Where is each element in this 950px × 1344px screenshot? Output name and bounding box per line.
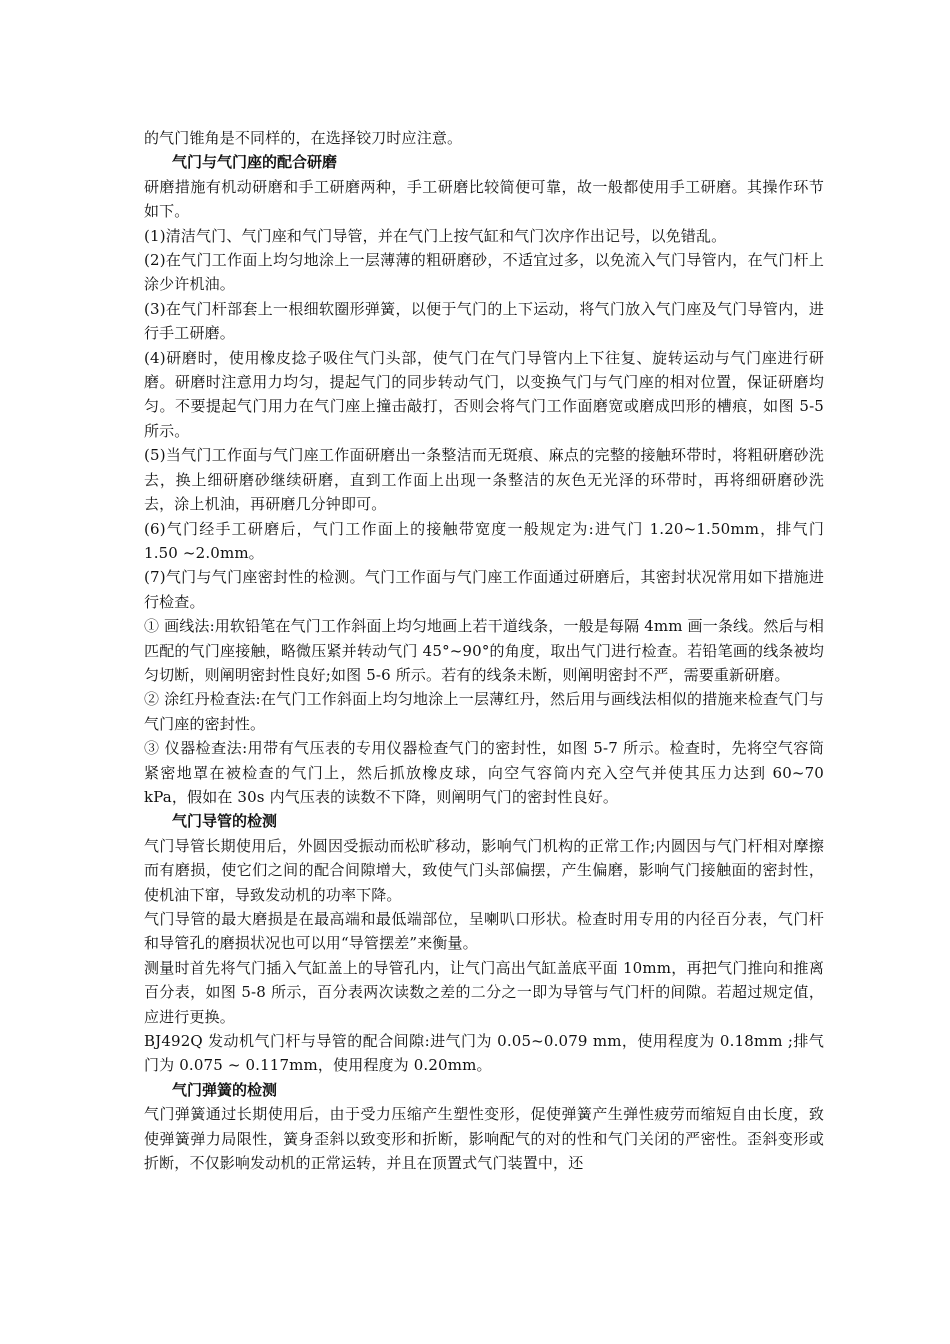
section-heading-valve-seat-lapping: 气门与气门座的配合研磨 (172, 153, 338, 172)
paragraph: 气门导管长期使用后，外圆因受振动而松旷移动，影响气门机构的正常工作;内圆因与气门杆相对摩擦而有磨损，使它们之间的配合间隙增大，致使气门头部偏摆，产生偏磨，影响气门接触面的密封性，使机油下窜，导致发动机的功率下降。 (144, 836, 824, 904)
paragraph: 气门导管的最大磨损是在最高端和最低端部位，呈喇叭口形状。检查时用专用的内径百分表，气门杆和导管孔的磨损状况也可以用“导管摆差”来衡量。 (144, 910, 824, 953)
section-heading-valve-guide: 气门导管的检测 (172, 812, 278, 831)
paragraph: 测量时首先将气门插入气缸盖上的导管孔内，让气门高出气缸盖底平面 10mm，再把气门推向和推离百分表，如图 5-8 所示，百分表两次读数之差的二分之一即为导管与气门杆的间隙。若超过规定值，应进行更换。 (144, 958, 824, 1026)
paragraph: (4)研磨时，使用橡皮捻子吸住气门头部，使气门在气门导管内上下往复、旋转运动与气门座进行研磨。研磨时注意用力均匀，提起气门的同步转动气门，以变换气门与气门座的相对位置，保证研磨均匀。不要提起气门用力在气门座上撞击敲打，否则会将气门工作面磨宽或磨成凹形的槽痕，如图 5-5 所示。 (144, 348, 824, 440)
section-heading-valve-spring: 气门弹簧的检测 (172, 1080, 278, 1099)
paragraph: BJ492Q 发动机气门杆与导管的配合间隙:进气门为 0.05~0.079 mm，使用程度为 0.18mm ;排气门为 0.075 ~ 0.117mm，使用程度为 0.20mm。 (144, 1032, 824, 1075)
paragraph: 研磨措施有机动研磨和手工研磨两种，手工研磨比较简便可靠，故一般都使用手工研磨。其操作环节如下。 (144, 177, 824, 221)
paragraph: (1)清洁气门、气门座和气门导管，并在气门上按气缸和气门次序作出记号，以免错乱。 (144, 226, 727, 245)
document-page (144, 126, 824, 1175)
intro-line: 的气门锥角是不同样的，在选择铰刀时应注意。 (144, 129, 463, 147)
paragraph: ② 涂红丹检查法:在气门工作斜面上均匀地涂上一层薄红丹，然后用与画线法相似的措施来检查气门与气门座的密封性。 (144, 690, 824, 733)
paragraph: (7)气门与气门座密封性的检测。气门工作面与气门座工作面通过研磨后，其密封状况常用如下措施进行检查。 (144, 568, 824, 611)
paragraph: (6)气门经手工研磨后，气门工作面上的接触带宽度一般规定为:进气门 1.20~1.50mm，排气门 1.50 ~2.0mm。 (144, 519, 824, 562)
paragraph: (5)当气门工作面与气门座工作面研磨出一条整洁而无斑痕、麻点的完整的接触环带时，将粗研磨砂洗去，换上细研磨砂继续研磨，直到工作面上出现一条整洁的灰色无光泽的环带时，再将细研磨砂洗去，涂上机油，再研磨几分钟即可。 (144, 446, 824, 514)
paragraph: (2)在气门工作面上均匀地涂上一层薄薄的粗研磨砂，不适宜过多，以免流入气门导管内，在气门杆上涂少许机油。 (144, 251, 824, 294)
paragraph: ① 画线法:用软铅笔在气门工作斜面上均匀地画上若干道线条，一般是每隔 4mm 画一条线。然后与相匹配的气门座接触，略微压紧并转动气门 45°~90°的角度，取出气门进行检查。若铅笔画的线条被均匀切断，则阐明密封性良好;如图 5-6 所示。若有的线条未断，则阐明密封不严，需要重新研磨。 (144, 617, 824, 684)
paragraph: (3)在气门杆部套上一根细软圈形弹簧，以便于气门的上下运动，将气门放入气门座及气门导管内，进行手工研磨。 (144, 299, 824, 343)
paragraph: ③ 仪器检查法:用带有气压表的专用仪器检查气门的密封性，如图 5-7 所示。检查时，先将空气容筒紧密地罩在被检查的气门上，然后抓放橡皮球，向空气容筒内充入空气并使其压力达到 60~70 kPa，假如在 30s 内气压表的读数不下降，则阐明气门的密封性良好。 (144, 739, 824, 806)
paragraph: 气门弹簧通过长期使用后，由于受力压缩产生塑性变形，促使弹簧产生弹性疲劳而缩短自由长度，致使弹簧弹力局限性，簧身歪斜以致变形和折断，影响配气的对的性和气门关闭的严密性。歪斜变形或折断，不仅影响发动机的正常运转，并且在顶置式气门装置中，还 (144, 1105, 824, 1173)
